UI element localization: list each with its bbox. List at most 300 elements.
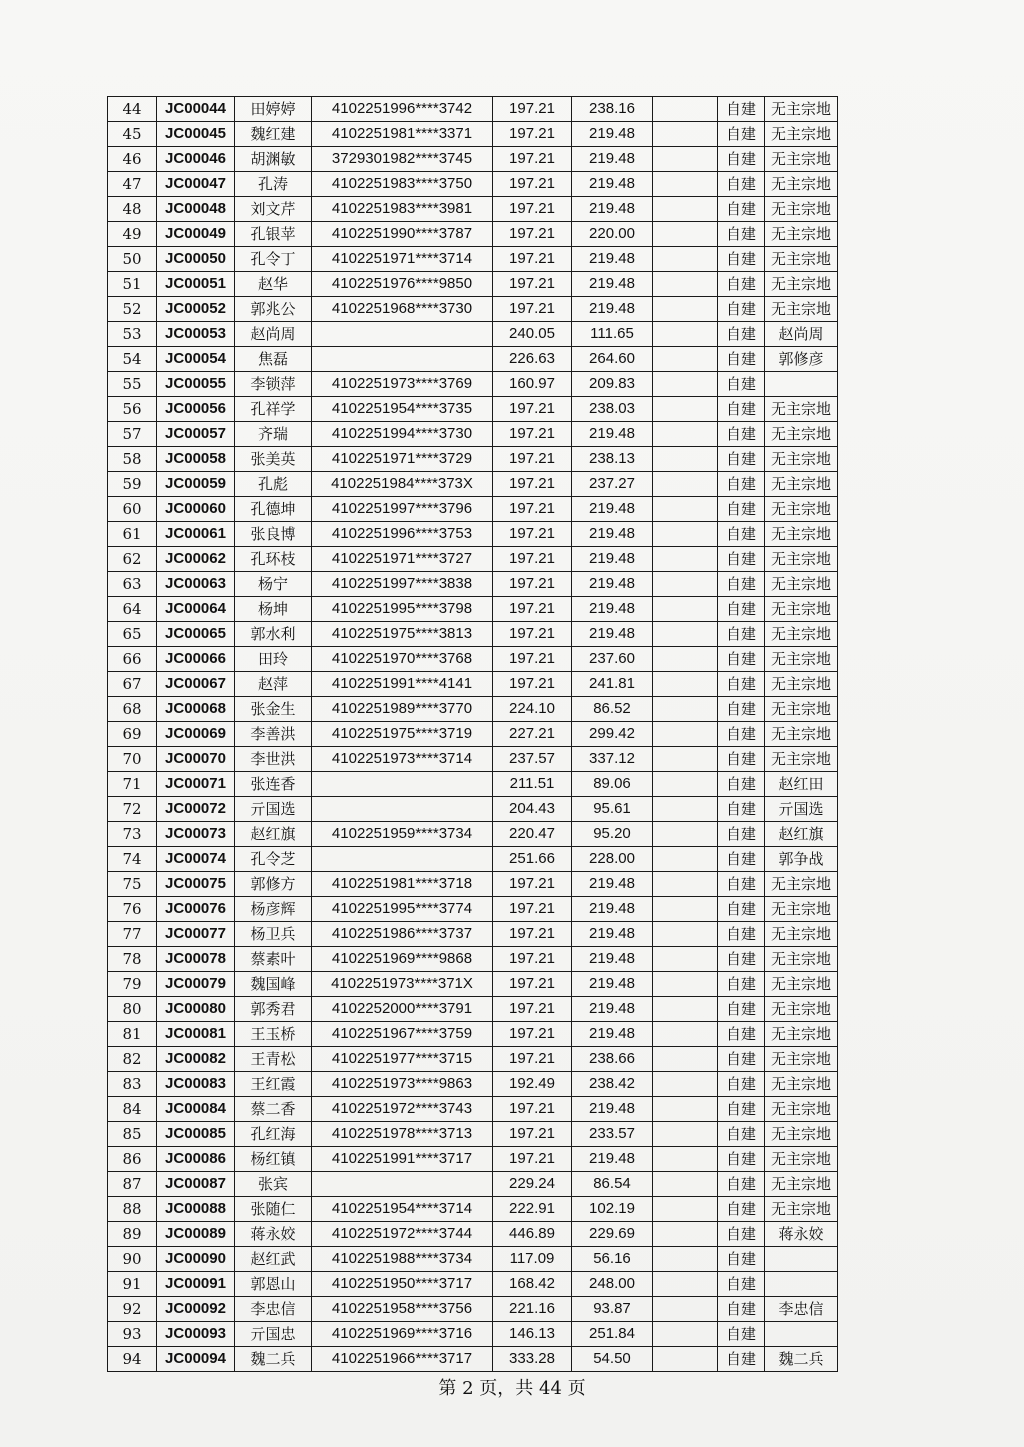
table-row [108,747,838,772]
build-type-cell: 自建 [718,372,765,397]
owner-name-cell: 魏红建 [235,122,312,147]
row-number-cell: 66 [108,647,157,672]
parcel-code-cell: JC00070 [157,747,235,772]
area-2-cell: 86.54 [572,1172,653,1197]
build-type-cell: 自建 [718,522,765,547]
id-number-cell: 4102251984****373X [312,472,493,497]
parcel-code-cell: JC00061 [157,522,235,547]
row-number-cell: 94 [108,1347,157,1372]
area-2-cell: 209.83 [572,372,653,397]
table-row [108,172,838,197]
owner-name-cell: 蒋永姣 [235,1222,312,1247]
build-type-cell: 自建 [718,897,765,922]
table-row [108,1297,838,1322]
area-2-cell: 219.48 [572,172,653,197]
table-row [108,247,838,272]
area-2-cell: 219.48 [572,522,653,547]
blank-cell-cell [653,147,718,172]
table-row [108,672,838,697]
area-2-cell: 219.48 [572,122,653,147]
parcel-code-cell: JC00076 [157,897,235,922]
area-1-cell: 333.28 [493,1347,572,1372]
area-2-cell: 95.20 [572,822,653,847]
blank-cell-cell [653,772,718,797]
owner-name-cell: 孔彪 [235,472,312,497]
row-number-cell: 60 [108,497,157,522]
row-number-cell: 90 [108,1247,157,1272]
remark-cell: 无主宗地 [765,997,838,1022]
parcel-code-cell: JC00090 [157,1247,235,1272]
area-2-cell: 238.66 [572,1047,653,1072]
blank-cell-cell [653,1047,718,1072]
parcel-code-cell: JC00055 [157,372,235,397]
row-number-cell: 56 [108,397,157,422]
area-1-cell: 197.21 [493,647,572,672]
id-number-cell: 4102251981****3718 [312,872,493,897]
id-number-cell: 4102251996****3742 [312,97,493,122]
parcel-code-cell: JC00074 [157,847,235,872]
parcel-code-cell: JC00059 [157,472,235,497]
id-number-cell: 4102251969****9868 [312,947,493,972]
parcel-code-cell: JC00071 [157,772,235,797]
area-2-cell: 219.48 [572,1097,653,1122]
owner-name-cell: 孔德坤 [235,497,312,522]
row-number-cell: 78 [108,947,157,972]
remark-cell: 蒋永姣 [765,1222,838,1247]
remark-cell: 无主宗地 [765,1097,838,1122]
row-number-cell: 76 [108,897,157,922]
table-row [108,597,838,622]
build-type-cell: 自建 [718,597,765,622]
row-number-cell: 85 [108,1122,157,1147]
row-number-cell: 80 [108,997,157,1022]
table-row [108,1097,838,1122]
blank-cell-cell [653,1347,718,1372]
id-number-cell: 4102251996****3753 [312,522,493,547]
table-row [108,997,838,1022]
build-type-cell: 自建 [718,1247,765,1272]
blank-cell-cell [653,422,718,447]
area-2-cell: 219.48 [572,197,653,222]
build-type-cell: 自建 [718,547,765,572]
row-number-cell: 61 [108,522,157,547]
owner-name-cell: 郭秀君 [235,997,312,1022]
parcel-code-cell: JC00089 [157,1222,235,1247]
parcel-code-cell: JC00062 [157,547,235,572]
area-1-cell: 117.09 [493,1247,572,1272]
area-1-cell: 197.21 [493,397,572,422]
row-number-cell: 58 [108,447,157,472]
id-number-cell: 4102251966****3717 [312,1347,493,1372]
row-number-cell: 44 [108,97,157,122]
area-1-cell: 197.21 [493,497,572,522]
area-1-cell: 221.16 [493,1297,572,1322]
remark-cell: 无主宗地 [765,1147,838,1172]
blank-cell-cell [653,1197,718,1222]
id-number-cell: 4102251967****3759 [312,1022,493,1047]
owner-name-cell: 魏二兵 [235,1347,312,1372]
blank-cell-cell [653,622,718,647]
area-1-cell: 197.21 [493,222,572,247]
table-row [108,722,838,747]
area-2-cell: 219.48 [572,897,653,922]
area-1-cell: 197.21 [493,422,572,447]
area-1-cell: 197.21 [493,947,572,972]
area-2-cell: 219.48 [572,972,653,997]
build-type-cell: 自建 [718,697,765,722]
parcel-code-cell: JC00046 [157,147,235,172]
build-type-cell: 自建 [718,647,765,672]
area-2-cell: 237.27 [572,472,653,497]
remark-cell: 无主宗地 [765,297,838,322]
area-2-cell: 237.60 [572,647,653,672]
table-body [108,97,838,1372]
id-number-cell [312,1172,493,1197]
area-1-cell: 197.21 [493,572,572,597]
build-type-cell: 自建 [718,397,765,422]
parcel-code-cell: JC00072 [157,797,235,822]
id-number-cell: 4102251959****3734 [312,822,493,847]
area-2-cell: 111.65 [572,322,653,347]
build-type-cell: 自建 [718,872,765,897]
id-number-cell: 4102251997****3796 [312,497,493,522]
blank-cell-cell [653,372,718,397]
row-number-cell: 92 [108,1297,157,1322]
remark-cell [765,1322,838,1347]
row-number-cell: 62 [108,547,157,572]
row-number-cell: 50 [108,247,157,272]
row-number-cell: 53 [108,322,157,347]
parcel-code-cell: JC00051 [157,272,235,297]
table-row [108,1022,838,1047]
table-row [108,797,838,822]
table-row [108,947,838,972]
blank-cell-cell [653,997,718,1022]
parcel-code-cell: JC00066 [157,647,235,672]
blank-cell-cell [653,1147,718,1172]
blank-cell-cell [653,722,718,747]
area-1-cell: 197.21 [493,472,572,497]
blank-cell-cell [653,1072,718,1097]
parcel-code-cell: JC00065 [157,622,235,647]
parcel-code-cell: JC00092 [157,1297,235,1322]
blank-cell-cell [653,347,718,372]
parcel-code-cell: JC00078 [157,947,235,972]
remark-cell: 无主宗地 [765,572,838,597]
row-number-cell: 54 [108,347,157,372]
remark-cell: 郭修彦 [765,347,838,372]
id-number-cell: 4102251978****3713 [312,1122,493,1147]
parcel-code-cell: JC00054 [157,347,235,372]
area-2-cell: 264.60 [572,347,653,372]
remark-cell: 赵红田 [765,772,838,797]
area-1-cell: 197.21 [493,297,572,322]
table-row [108,297,838,322]
blank-cell-cell [653,97,718,122]
blank-cell-cell [653,972,718,997]
id-number-cell: 4102251972****3743 [312,1097,493,1122]
build-type-cell: 自建 [718,672,765,697]
parcel-code-cell: JC00068 [157,697,235,722]
owner-name-cell: 蔡二香 [235,1097,312,1122]
area-1-cell: 197.21 [493,522,572,547]
area-1-cell: 220.47 [493,822,572,847]
area-2-cell: 337.12 [572,747,653,772]
id-number-cell: 4102251968****3730 [312,297,493,322]
id-number-cell: 3729301982****3745 [312,147,493,172]
area-2-cell: 54.50 [572,1347,653,1372]
owner-name-cell: 张连香 [235,772,312,797]
build-type-cell: 自建 [718,1047,765,1072]
id-number-cell [312,847,493,872]
row-number-cell: 74 [108,847,157,872]
blank-cell-cell [653,597,718,622]
build-type-cell: 自建 [718,772,765,797]
row-number-cell: 67 [108,672,157,697]
area-1-cell: 240.05 [493,322,572,347]
parcel-code-cell: JC00049 [157,222,235,247]
remark-cell: 无主宗地 [765,172,838,197]
area-1-cell: 197.21 [493,172,572,197]
parcel-code-cell: JC00075 [157,872,235,897]
build-type-cell: 自建 [718,622,765,647]
owner-name-cell: 张良博 [235,522,312,547]
table-row [108,397,838,422]
area-2-cell: 93.87 [572,1297,653,1322]
row-number-cell: 73 [108,822,157,847]
remark-cell: 无主宗地 [765,147,838,172]
area-2-cell: 238.03 [572,397,653,422]
owner-name-cell: 张宾 [235,1172,312,1197]
id-number-cell: 4102251981****3371 [312,122,493,147]
area-2-cell: 219.48 [572,597,653,622]
area-2-cell: 248.00 [572,1272,653,1297]
blank-cell-cell [653,447,718,472]
table-row [108,1122,838,1147]
table-row [108,1322,838,1347]
owner-name-cell: 郭修方 [235,872,312,897]
parcel-code-cell: JC00052 [157,297,235,322]
id-number-cell: 4102251971****3714 [312,247,493,272]
parcel-code-cell: JC00050 [157,247,235,272]
build-type-cell: 自建 [718,147,765,172]
owner-name-cell: 田玲 [235,647,312,672]
parcel-code-cell: JC00047 [157,172,235,197]
area-1-cell: 204.43 [493,797,572,822]
build-type-cell: 自建 [718,472,765,497]
area-2-cell: 228.00 [572,847,653,872]
area-1-cell: 222.91 [493,1197,572,1222]
remark-cell: 无主宗地 [765,422,838,447]
row-number-cell: 89 [108,1222,157,1247]
area-1-cell: 197.21 [493,97,572,122]
owner-name-cell: 杨宁 [235,572,312,597]
row-number-cell: 93 [108,1322,157,1347]
blank-cell-cell [653,122,718,147]
build-type-cell: 自建 [718,422,765,447]
remark-cell: 无主宗地 [765,722,838,747]
row-number-cell: 70 [108,747,157,772]
blank-cell-cell [653,747,718,772]
area-2-cell: 219.48 [572,297,653,322]
owner-name-cell: 杨红镇 [235,1147,312,1172]
owner-name-cell: 赵红武 [235,1247,312,1272]
parcel-code-cell: JC00088 [157,1197,235,1222]
owner-name-cell: 郭水利 [235,622,312,647]
id-number-cell: 4102251975****3813 [312,622,493,647]
remark-cell: 赵红旗 [765,822,838,847]
table-row [108,497,838,522]
parcel-code-cell: JC00093 [157,1322,235,1347]
row-number-cell: 49 [108,222,157,247]
blank-cell-cell [653,847,718,872]
area-1-cell: 197.21 [493,147,572,172]
id-number-cell: 4102251973****9863 [312,1072,493,1097]
remark-cell: 无主宗地 [765,497,838,522]
table-row [108,272,838,297]
owner-name-cell: 孔祥学 [235,397,312,422]
remark-cell: 无主宗地 [765,522,838,547]
area-2-cell: 219.48 [572,547,653,572]
id-number-cell: 4102251983****3750 [312,172,493,197]
build-type-cell: 自建 [718,1272,765,1297]
table-row [108,822,838,847]
owner-name-cell: 杨彦辉 [235,897,312,922]
row-number-cell: 77 [108,922,157,947]
area-2-cell: 219.48 [572,947,653,972]
id-number-cell: 4102251969****3716 [312,1322,493,1347]
parcel-code-cell: JC00091 [157,1272,235,1297]
area-1-cell: 446.89 [493,1222,572,1247]
remark-cell: 无主宗地 [765,197,838,222]
blank-cell-cell [653,397,718,422]
build-type-cell: 自建 [718,572,765,597]
build-type-cell: 自建 [718,847,765,872]
owner-name-cell: 杨卫兵 [235,922,312,947]
build-type-cell: 自建 [718,1347,765,1372]
id-number-cell: 4102251976****9850 [312,272,493,297]
area-2-cell: 219.48 [572,1022,653,1047]
table-row [108,922,838,947]
blank-cell-cell [653,697,718,722]
area-1-cell: 197.21 [493,1122,572,1147]
area-2-cell: 241.81 [572,672,653,697]
id-number-cell: 4102252000****3791 [312,997,493,1022]
build-type-cell: 自建 [718,322,765,347]
id-number-cell: 4102251986****3737 [312,922,493,947]
row-number-cell: 75 [108,872,157,897]
owner-name-cell: 郭恩山 [235,1272,312,1297]
table-row [108,1272,838,1297]
build-type-cell: 自建 [718,947,765,972]
area-1-cell: 197.21 [493,597,572,622]
row-number-cell: 83 [108,1072,157,1097]
remark-cell: 无主宗地 [765,547,838,572]
remark-cell: 无主宗地 [765,622,838,647]
row-number-cell: 46 [108,147,157,172]
build-type-cell: 自建 [718,797,765,822]
table-row [108,1247,838,1272]
build-type-cell: 自建 [718,122,765,147]
build-type-cell: 自建 [718,447,765,472]
row-number-cell: 71 [108,772,157,797]
remark-cell: 无主宗地 [765,1172,838,1197]
blank-cell-cell [653,572,718,597]
area-2-cell: 219.48 [572,1147,653,1172]
id-number-cell: 4102251973****371X [312,972,493,997]
owner-name-cell: 孔环枝 [235,547,312,572]
table-row [108,147,838,172]
build-type-cell: 自建 [718,1122,765,1147]
id-number-cell: 4102251997****3838 [312,572,493,597]
build-type-cell: 自建 [718,1172,765,1197]
row-number-cell: 68 [108,697,157,722]
id-number-cell: 4102251990****3787 [312,222,493,247]
owner-name-cell: 齐瑞 [235,422,312,447]
area-1-cell: 197.21 [493,447,572,472]
table-row [108,347,838,372]
owner-name-cell: 李忠信 [235,1297,312,1322]
area-1-cell: 224.10 [493,697,572,722]
blank-cell-cell [653,797,718,822]
owner-name-cell: 郭兆公 [235,297,312,322]
build-type-cell: 自建 [718,1022,765,1047]
parcel-code-cell: JC00084 [157,1097,235,1122]
area-2-cell: 251.84 [572,1322,653,1347]
id-number-cell: 4102251991****3717 [312,1147,493,1172]
table-row [108,97,838,122]
build-type-cell: 自建 [718,97,765,122]
owner-name-cell: 李世洪 [235,747,312,772]
blank-cell-cell [653,247,718,272]
blank-cell-cell [653,822,718,847]
remark-cell: 无主宗地 [765,97,838,122]
row-number-cell: 91 [108,1272,157,1297]
remark-cell: 无主宗地 [765,922,838,947]
table-row [108,622,838,647]
table-row [108,372,838,397]
row-number-cell: 52 [108,297,157,322]
id-number-cell [312,772,493,797]
area-2-cell: 229.69 [572,1222,653,1247]
blank-cell-cell [653,172,718,197]
build-type-cell: 自建 [718,1222,765,1247]
id-number-cell: 4102251991****4141 [312,672,493,697]
row-number-cell: 47 [108,172,157,197]
area-2-cell: 219.48 [572,572,653,597]
owner-name-cell: 杨坤 [235,597,312,622]
remark-cell: 无主宗地 [765,1022,838,1047]
blank-cell-cell [653,272,718,297]
id-number-cell: 4102251975****3719 [312,722,493,747]
remark-cell [765,372,838,397]
area-1-cell: 197.21 [493,897,572,922]
owner-name-cell: 赵尚周 [235,322,312,347]
remark-cell: 无主宗地 [765,697,838,722]
table-row [108,522,838,547]
area-1-cell: 251.66 [493,847,572,872]
table-row [108,847,838,872]
area-2-cell: 219.48 [572,872,653,897]
remark-cell: 无主宗地 [765,747,838,772]
area-1-cell: 237.57 [493,747,572,772]
area-1-cell: 197.21 [493,547,572,572]
id-number-cell [312,797,493,822]
build-type-cell: 自建 [718,822,765,847]
area-1-cell: 197.21 [493,972,572,997]
parcel-code-cell: JC00069 [157,722,235,747]
area-1-cell: 197.21 [493,997,572,1022]
